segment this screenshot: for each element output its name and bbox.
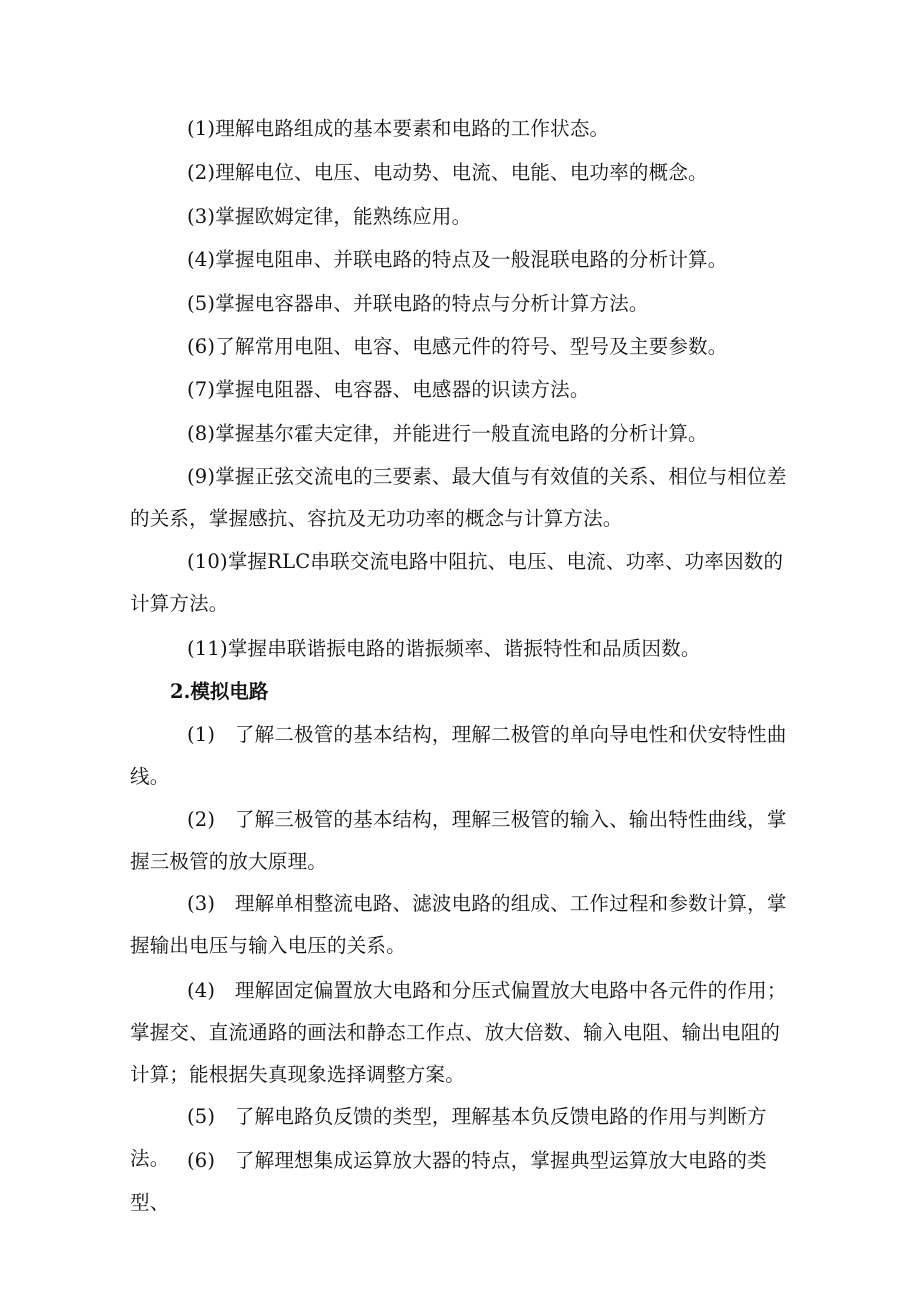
list-item-2-2: (2) 了解三极管的基本结构，理解三极管的输入、输出特性曲线，掌握三极管的放大原理。 (130, 808, 787, 873)
list-item-1-8: (8)掌握基尔霍夫定律，并能进行一般直流电路的分析计算。 (187, 422, 708, 445)
list-item-2-4: (4) 理解固定偏置放大电路和分压式偏置放大电路中各元件的作用；掌握交、直流通路的画法和静态工作点、放大倍数、输入电阻、输出电阻的计算；能根据失真现象选择调整方案。 (130, 979, 787, 1086)
list-item-1-2: (2)理解电位、电压、电动势、电流、电能、电功率的概念。 (187, 161, 708, 184)
list-item-2-6: (6) 了解理想集成运算放大器的特点，掌握典型运算放大电路的类型、 (130, 1149, 767, 1214)
list-item-1-3: (3)掌握欧姆定律，能熟练应用。 (187, 205, 472, 228)
list-item-1-5: (5)掌握电容器串、并联电路的特点与分析计算方法。 (187, 292, 649, 315)
list-item-1-7: (7)掌握电阻器、电容器、电感器的识读方法。 (187, 378, 590, 401)
list-item-2-1: (1) 了解二极管的基本结构，理解二极管的单向导电性和伏安特性曲线。 (130, 723, 787, 788)
list-item-2-5: (5) 了解电路负反馈的类型，理解基本负反馈电路的作用与判断方法。 (130, 1105, 767, 1170)
section-heading: 2.模拟电路 (170, 680, 269, 703)
list-item-1-9: (9)掌握正弦交流电的三要素、最大值与有效值的关系、相位与相位差的关系，掌握感抗、容抗及无功功率的概念与计算方法。 (130, 465, 787, 530)
list-item-1-6: (6)了解常用电阻、电容、电感元件的符号、型号及主要参数。 (187, 335, 728, 358)
list-item-2-3: (3) 理解单相整流电路、滤波电路的组成、工作过程和参数计算，掌握输出电压与输入电压的关系。 (130, 892, 787, 957)
list-item-1-11: (11)掌握串联谐振电路的谐振频率、谐振特性和品质因数。 (187, 637, 701, 660)
list-item-1-1: (1)理解电路组成的基本要素和电路的工作状态。 (187, 117, 610, 140)
list-item-1-4: (4)掌握电阻串、并联电路的特点及一般混联电路的分析计算。 (187, 248, 728, 271)
list-item-1-10: (10)掌握RLC串联交流电路中阻抗、电压、电流、功率、功率因数的计算方法。 (130, 550, 784, 615)
